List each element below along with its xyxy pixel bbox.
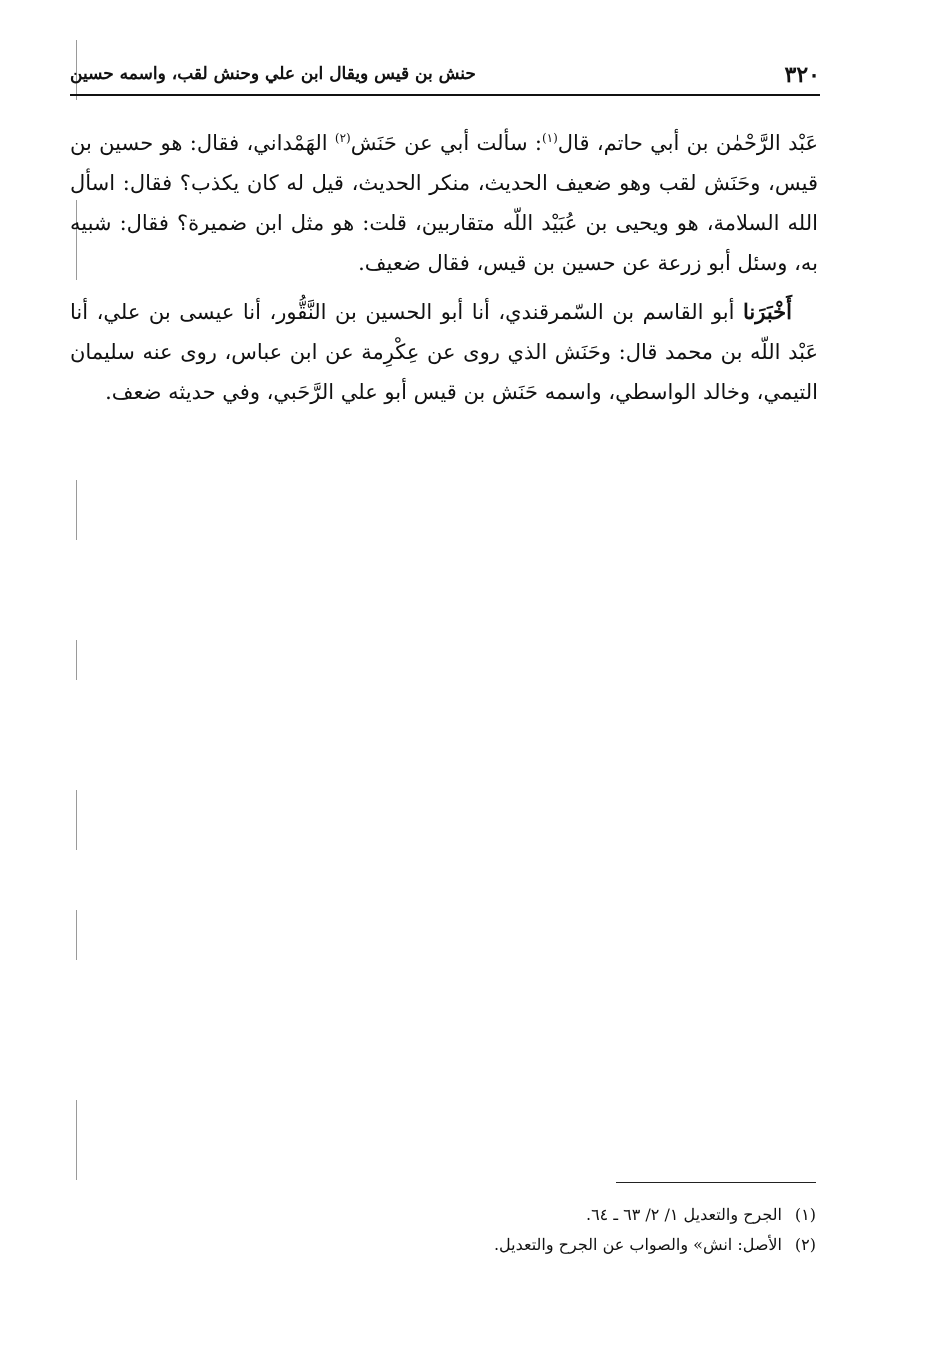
main-text [70, 118, 818, 421]
paragraph-text: : سألت أبي عن حَنَش [350, 131, 542, 155]
footnote-text: الأصل: انش» والصواب عن الجرح والتعديل. [493, 1235, 782, 1254]
paragraph-text: أبو القاسم بن السّمرقندي، أنا أبو الحسين بن النَّقُّور، أنا عيسى بن علي، أنا عَبْد اللّه بن محمد قال: وحَنَش الذي روى عن عِكْرِمة عن ابن عباس، روى عنه سليمان التيمي، وخالد الواسطي، واسمه حَنَش بن قيس أبو علي الرَّحَبي، وفي حديثه ضعف. [70, 300, 818, 404]
footnote-number: (١) [794, 1205, 816, 1224]
footnote-2 [70, 1230, 816, 1260]
paragraph-text: عَبْد الرَّحْمٰن بن أبي حاتم، قال [557, 131, 818, 155]
binding-edge-mark [76, 640, 77, 680]
footnote-text: الجرح والتعديل ١/ ٢/ ٦٣ ـ ٦٤. [585, 1205, 782, 1224]
paragraph-1 [70, 118, 818, 283]
running-title: حنش بن قيس ويقال ابن علي وحنش لقب، واسمه حسين [70, 64, 476, 84]
binding-edge-mark [76, 480, 77, 540]
header-rule [70, 94, 820, 96]
isnad-lead-word: أَخْبَرَنا [743, 299, 792, 324]
binding-edge-mark [76, 910, 77, 960]
binding-edge-mark [76, 790, 77, 850]
footnote-ref-1: (١) [541, 131, 558, 145]
paragraph-text: الهَمْداني، فقال: هو حسين بن قيس، وحَنَش لقب وهو ضعيف الحديث، منكر الحديث، قيل له كان يكذب؟ فقال: اسأل الله السلامة، هو ويحيى بن عُبَيْد اللّه متقاربين، قلت: هو مثل ابن ضميرة؟ فقال: شبيه به، وسئل أبو زرعة عن حسين بن قيس، فقال ضعيف. [70, 131, 818, 275]
footnote-separator [616, 1182, 816, 1183]
binding-edge-mark [76, 1100, 77, 1180]
footnotes [70, 1200, 816, 1260]
footnote-ref-2: (٢) [334, 131, 351, 145]
running-header [70, 58, 820, 92]
footnote-1 [70, 1200, 816, 1230]
page-number: ٣٢٠ [784, 62, 820, 88]
paragraph-2 [70, 292, 818, 412]
footnote-number: (٢) [794, 1235, 816, 1254]
